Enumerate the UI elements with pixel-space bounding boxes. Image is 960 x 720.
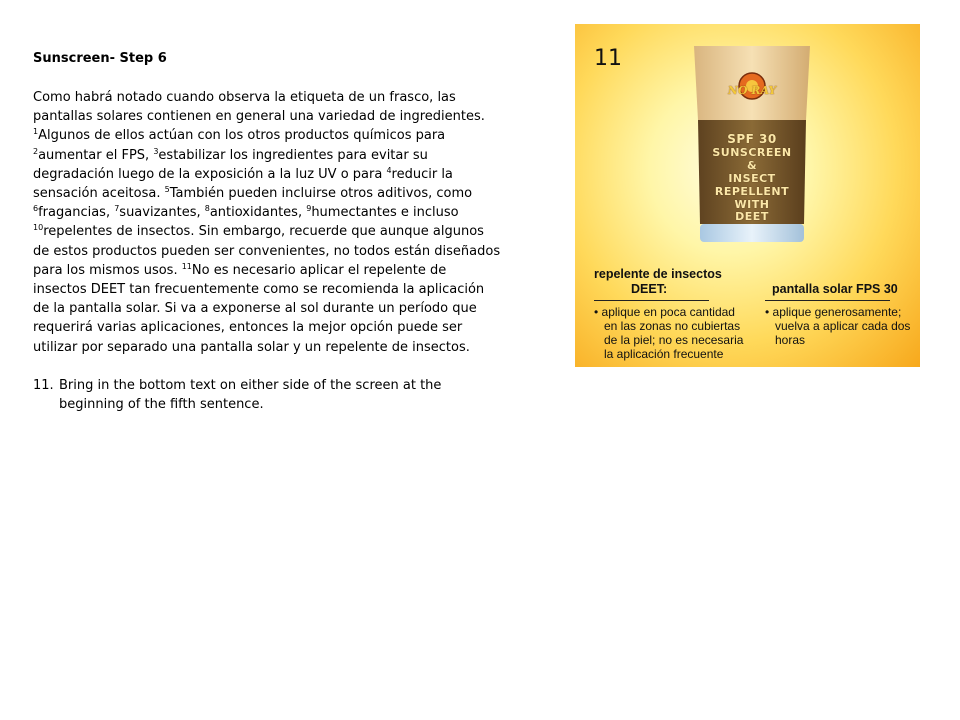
ref-4: 4 [386,165,392,175]
sunscreen-bullet-line: vuelva a aplicar cada dos [775,319,911,333]
body-paragraph: Como habrá notado cuando observa la etiqueta de un frasco, las pantallas solares contienen en general una variedad de ingredientes. $^1$Algunos de ellos actúan con los otros productos químicos para $^2$aumentar el FPS, $^3$estabilizar los ingredientes para evitar su degradación luego de la exposición a la luz UV o para $^4$reducir la sensación aceitosa. $^5$También pueden incluirse otros aditivos, como $^6$fragancias, $^7$suavizantes, $^8$antioxidantes, $^9$humectantes e incluso $^{10}$repelentes de insectos. Sin embargo, recuerde que aunque algunos de estos productos pueden ser convenientes, no todos están diseñados para los mismos usos. $^{11}$No es necesario aplicar el repelente de insectos DEET tan frecuentemente como se recomienda la aplicación de la pantalla solar. Si va a exponerse al sol durante un período que requerirá varias aplicaciones, entonces la mejor opción puede ser utilizar por separado una pantalla solar y un repelente de insectos. [33,90,501,355]
ref-9: 9 [306,204,312,214]
deet-column-title-line2: DEET: [631,282,668,296]
sunscreen-bullet-line: • aplique generosamente; [765,305,902,319]
ref-10: 10 [33,223,44,233]
tube-label-line: SPF 30 [727,132,777,146]
deet-bullet-line: • aplique en poca cantidad [594,305,735,319]
slide-title: Sunscreen- Step 6 [33,51,167,66]
deet-bullet-line: la aplicación frecuente [604,347,724,361]
ref-8: 8 [204,204,210,214]
ref-5: 5 [164,185,170,195]
tube-label-line: & [746,159,758,172]
deet-bullet-line: en las zonas no cubiertas [604,319,741,333]
slide-number: 11 [594,46,622,71]
deet-divider [594,300,709,301]
sunscreen-divider [765,300,890,301]
deet-bullet-line: de la piel; no es necesaria [604,333,744,347]
note-text: Bring in the bottom text on either side of the screen at the beginning of the fifth sentence. [59,378,442,412]
tube-label-line: WITH [734,198,770,211]
presenter-note [33,376,503,414]
tube-label-line: DEET [735,210,769,223]
ref-11: 11 [181,261,192,271]
ref-2: 2 [33,146,39,156]
note-number: 11. [33,378,54,393]
sunscreen-column-title: pantalla solar FPS 30 [772,282,898,296]
ref-6: 6 [33,204,39,214]
sunscreen-tube-image [690,44,814,244]
sunscreen-bullet-line: horas [775,333,806,347]
ref-7: 7 [114,204,120,214]
tube-label-line: REPELLENT [714,185,790,198]
slide-image [575,24,920,367]
brand-logo: NO RAY [726,84,778,97]
deet-column-title: repelente de insectos [594,267,722,281]
tube-label-line: INSECT [728,172,776,185]
ref-1: 1 [33,127,39,137]
ref-3: 3 [153,146,159,156]
tube-label-line: SUNSCREEN [712,146,792,159]
